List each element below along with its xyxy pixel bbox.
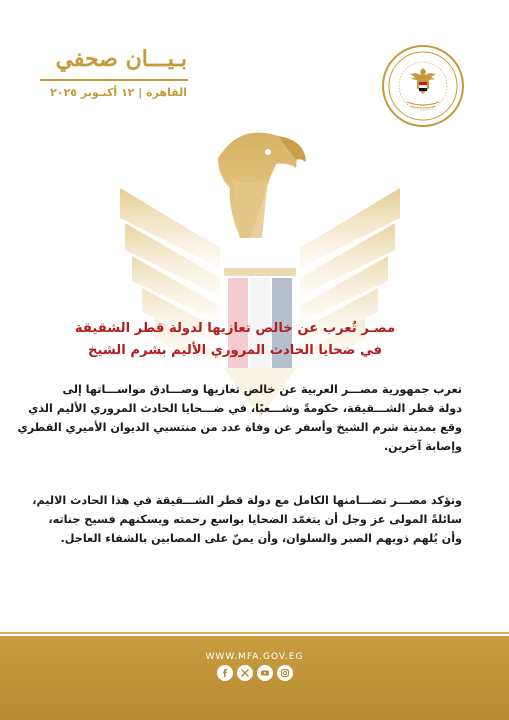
ministry-seal-icon [381,44,465,128]
headline [20,318,450,362]
footer-divider [0,632,509,634]
dateline: القاهرة | ١٢ أكتـوبر ٢٠٢٥ [50,86,187,99]
youtube-icon[interactable] [257,665,273,681]
headline-line: مصـر تُعرب عن خالص تعازيها لدولة قطر الشقيقة [74,321,396,336]
website-link[interactable]: WWW.MFA.GOV.EG [205,652,304,662]
social-links [0,665,509,681]
paragraph-line: وتؤكد مصـــر تضـــامنها الكامل مع دولة قطر الشـــقيقة في هذا الحادث الاليم، [32,494,462,507]
instagram-icon[interactable] [277,665,293,681]
paragraph-line: وإصابة آخرين. [383,440,462,453]
x-icon[interactable] [237,665,253,681]
paragraph-line: دولة قطر الشـــقيقة، حكومةً وشـــعبًا، في ضـــحايا الحادث المروري الأليم الذي [28,402,462,415]
page-title: بـيـــان صحفي [55,46,187,72]
paragraph-line: وأن يُلهم ذويهم الصبر والسلوان، وأن يمنّ على المصابين بالشفاء العاجل. [60,532,462,545]
paragraph-line: سائلةً المولى عز وجل أن يتغمّد الضحايا بواسع رحمته ويسكنهم فسيح جناته، [48,513,462,526]
facebook-icon[interactable] [217,665,233,681]
headline-line: في ضحايا الحادث المروري الأليم بشرم الشيخ [87,343,382,358]
body-paragraph-2 [32,491,462,548]
body-paragraph-1 [17,380,462,456]
paragraph-line: وقع بمدينة شرم الشيخ وأسفر عن وفاة عدد من منتسبي الديوان الأميري القطري [17,421,462,434]
title-underline [40,79,188,81]
paragraph-line: تعرب جمهورية مصـــر العربية عن خالص تعازيها وصـــادق مواســـاتها إلى [62,383,462,396]
